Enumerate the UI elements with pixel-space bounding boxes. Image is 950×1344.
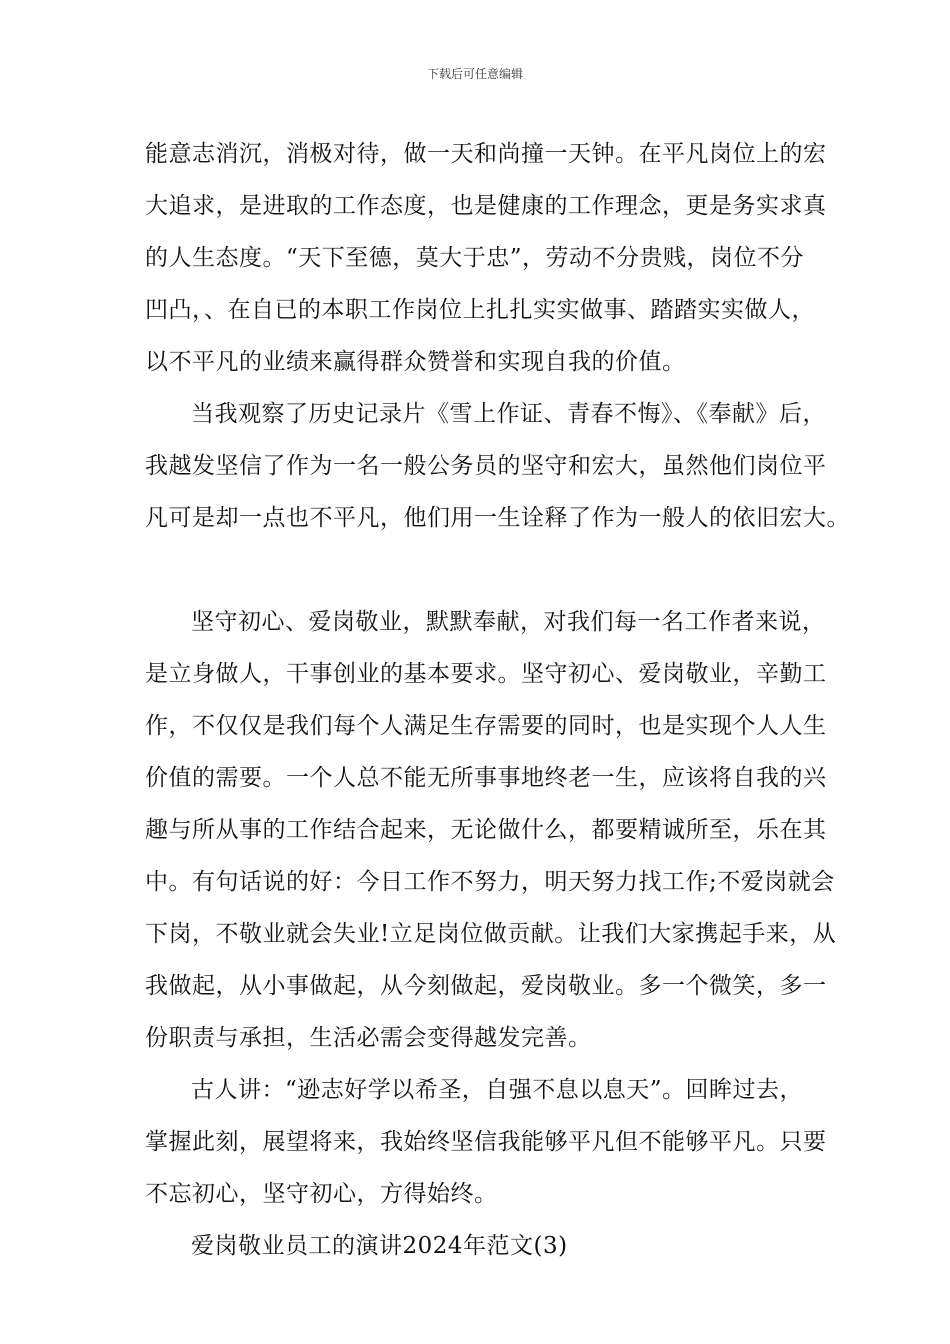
text-line: 掌握此刻，展望将来，我始终坚信我能够平凡但不能够平凡。只要 xyxy=(145,1129,827,1155)
paragraph-3 xyxy=(145,596,837,1064)
text-line: 大追求，是进取的工作态度，也是健康的工作理念，更是务实求真 xyxy=(145,193,827,219)
text-line: 趣与所从事的工作结合起来，无论做什么，都要精诚所至，乐在其 xyxy=(145,817,827,843)
text-line: 当我观察了历史记录片《雪上作证、青春不悔》、《奉献》后， xyxy=(191,401,826,427)
text-line: 中。有句话说的好：今日工作不努力，明天努力找工作;不爱岗就会 xyxy=(145,869,835,895)
text-line: 我做起，从小事做起，从今刻做起，爱岗敬业。多一个微笑，多一 xyxy=(145,973,827,999)
text-line: 是立身做人，干事创业的基本要求。坚守初心、爱岗敬业，辛勤工 xyxy=(145,661,827,687)
page-header: 下载后可任意编辑 xyxy=(426,67,523,81)
document-body xyxy=(145,128,850,1272)
text-line: 下岗，不敬业就会失业!立足岗位做贡献。让我们大家携起手来，从 xyxy=(145,921,837,947)
paragraph-1 xyxy=(145,128,827,388)
text-line: 的人生态度。“天下至德，莫大于忠”，劳动不分贵贱，岗位不分 xyxy=(145,245,805,271)
text-line: 古人讲：“逊志好学以希圣，自强不息以息天”。回眸过去， xyxy=(191,1077,804,1103)
section-title: 爱岗敬业员工的演讲2024年范文(3) xyxy=(191,1233,568,1259)
text-line: 坚守初心、爱岗敬业，默默奉献，对我们每一名工作者来说， xyxy=(191,609,826,635)
text-line: 价值的需要。一个人总不能无所事事地终老一生，应该将自我的兴 xyxy=(145,765,827,791)
text-line: 凡可是却一点也不平凡，他们用一生诠释了作为一般人的依旧宏大。 xyxy=(145,505,850,531)
text-line: 我越发坚信了作为一名一般公务员的坚守和宏大，虽然他们岗位平 xyxy=(145,453,827,479)
text-line: 作，不仅仅是我们每个人满足生存需要的同时，也是实现个人人生 xyxy=(145,713,827,739)
text-line: 份职责与承担，生活必需会变得越发完善。 xyxy=(145,1025,592,1051)
paragraph-4 xyxy=(145,1064,827,1220)
paragraph-2 xyxy=(145,388,850,544)
text-line: 以不平凡的业绩来赢得群众赞誉和实现自我的价值。 xyxy=(145,349,686,375)
text-line: 能意志消沉，消极对待，做一天和尚撞一天钟。在平凡岗位上的宏 xyxy=(145,141,827,167)
text-line: 不忘初心，坚守初心，方得始终。 xyxy=(145,1181,498,1207)
text-line: 凹凸，、在自已的本职工作岗位上扎扎实实做事、踏踏实实做人， xyxy=(145,297,815,323)
section-heading xyxy=(145,1220,810,1272)
paragraph-gap xyxy=(145,544,810,596)
